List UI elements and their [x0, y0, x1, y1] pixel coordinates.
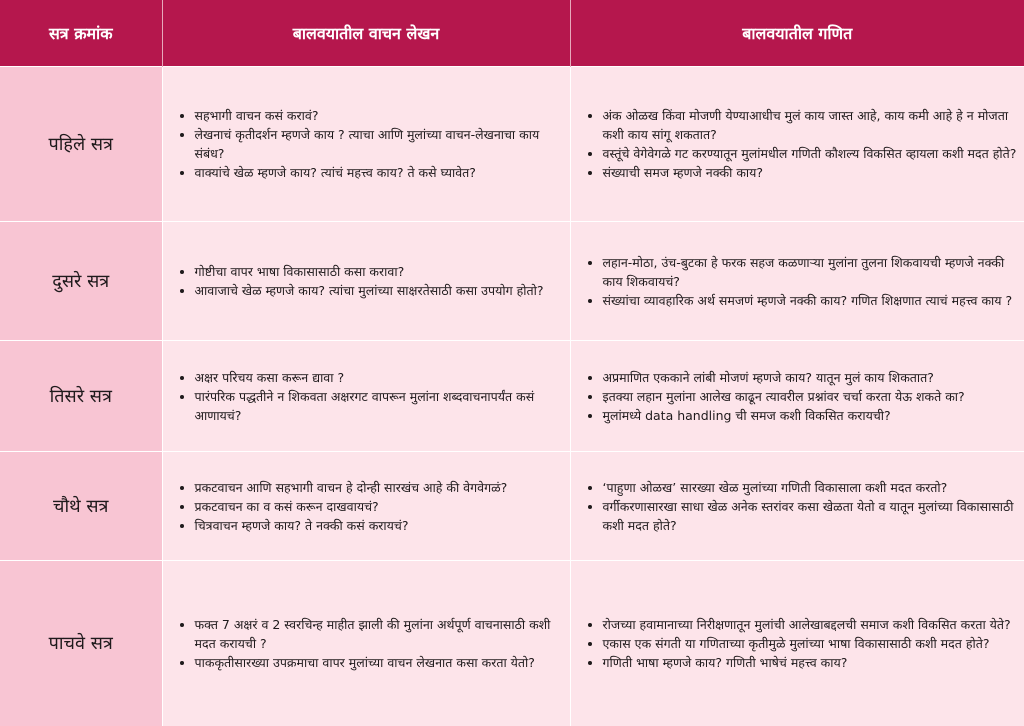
list-item: • चित्रवाचन म्हणजे काय? ते नक्की कसं करायचं? — [195, 516, 564, 535]
header-reading-writing: बालवयातील वाचन लेखन — [162, 0, 570, 67]
list-item: • अप्रमाणित एककाने लांबी मोजणं म्हणजे काय? यातून मुलं काय शिकतात? — [603, 368, 1019, 387]
list-item: • संख्यांचा व्यावहारिक अर्थ समजणं म्हणजे नक्की काय? गणित शिक्षणात त्याचं महत्त्व काय ? — [603, 291, 1019, 310]
math-cell — [570, 561, 1024, 726]
table-row — [0, 341, 1024, 452]
list-item: • वस्तूंचे वेगेवेगळे गट करण्यातून मुलांमधील गणिती कौशल्य विकसित व्हायला कशी मदत होते? — [603, 144, 1019, 163]
table-row — [0, 561, 1024, 726]
list-item: • पारंपरिक पद्धतीने न शिकवता अक्षरगट वापरून मुलांना शब्दवाचनापर्यंत कसं आणायचं? — [195, 387, 564, 425]
session-label: पाचवे सत्र — [0, 561, 162, 726]
list-item: • गणिती भाषा म्हणजे काय? गणिती भाषेचं महत्त्व काय? — [603, 653, 1019, 672]
math-cell — [570, 341, 1024, 452]
reading-cell — [162, 452, 570, 561]
list-item: • प्रकटवाचन का व कसं करून दाखवायचं? — [195, 497, 564, 516]
header-row — [0, 0, 1024, 67]
list-item: • एकास एक संगती या गणिताच्या कृतीमुळे मुलांच्या भाषा विकासासाठी कशी मदत होते? — [603, 634, 1019, 653]
list-item: • लहान-मोठा, उंच-बुटका हे फरक सहज कळणाऱ्या मुलांना तुलना शिकवायची म्हणजे नक्की काय शिकवायचं? — [603, 253, 1019, 291]
list-item: • संख्याची समज म्हणजे नक्की काय? — [603, 163, 1019, 182]
table-row — [0, 222, 1024, 341]
session-label: तिसरे सत्र — [0, 341, 162, 452]
list-item: • गोष्टीचा वापर भाषा विकासासाठी कसा करावा? — [195, 262, 564, 281]
table-row — [0, 452, 1024, 561]
list-item: • सहभागी वाचन कसं करावं? — [195, 106, 564, 125]
table-row — [0, 67, 1024, 222]
math-cell — [570, 222, 1024, 341]
list-item: • इतक्या लहान मुलांना आलेख काढून त्यावरील प्रश्नांवर चर्चा करता येऊ शकते का? — [603, 387, 1019, 406]
session-label: पहिले सत्र — [0, 67, 162, 222]
session-label: चौथे सत्र — [0, 452, 162, 561]
reading-cell — [162, 561, 570, 726]
list-item: • मुलांमध्ये data handling ची समज कशी विकसित करायची? — [603, 406, 1019, 425]
reading-cell — [162, 222, 570, 341]
list-item: • अक्षर परिचय कसा करून द्यावा ? — [195, 368, 564, 387]
list-item: • रोजच्या हवामानाच्या निरीक्षणातून मुलांची आलेखाबद्दलची समाज कशी विकसित करता येते? — [603, 615, 1019, 634]
list-item: • लेखनाचं कृतीदर्शन म्हणजे काय ? त्याचा आणि मुलांच्या वाचन-लेखनाचा काय संबंध? — [195, 125, 564, 163]
reading-cell — [162, 67, 570, 222]
reading-cell — [162, 341, 570, 452]
list-item: • ‘पाहुणा ओळख’ सारख्या खेळ मुलांच्या गणिती विकासाला कशी मदत करतो? — [603, 478, 1019, 497]
header-session: सत्र क्रमांक — [0, 0, 162, 67]
list-item: • पाककृतीसारख्या उपक्रमाचा वापर मुलांच्या वाचन लेखनात कसा करता येतो? — [195, 653, 564, 672]
list-item: • अंक ओळख किंवा मोजणी येण्याआधीच मुलं काय जास्त आहे, काय कमी आहे हे न मोजता कशी काय सांगू शकतात? — [603, 106, 1019, 144]
list-item: • वाक्यांचे खेळ म्हणजे काय? त्यांचं महत्त्व काय? ते कसे घ्यावेत? — [195, 163, 564, 182]
list-item: • फक्त 7 अक्षरं व 2 स्वरचिन्ह माहीत झाली की मुलांना अर्थपूर्ण वाचनासाठी कशी मदत करायची ? — [195, 615, 564, 653]
list-item: • आवाजाचे खेळ म्हणजे काय? त्यांचा मुलांच्या साक्षरतेसाठी कसा उपयोग होतो? — [195, 281, 564, 300]
session-label: दुसरे सत्र — [0, 222, 162, 341]
list-item: • वर्गीकरणासारखा साधा खेळ अनेक स्तरांवर कसा खेळता येतो व यातून मुलांच्या विकासासाठी कशी मदत होते? — [603, 497, 1019, 535]
list-item: • प्रकटवाचन आणि सहभागी वाचन हे दोन्ही सारखंच आहे की वेगवेगळं? — [195, 478, 564, 497]
math-cell — [570, 452, 1024, 561]
header-math: बालवयातील गणित — [570, 0, 1024, 67]
math-cell — [570, 67, 1024, 222]
